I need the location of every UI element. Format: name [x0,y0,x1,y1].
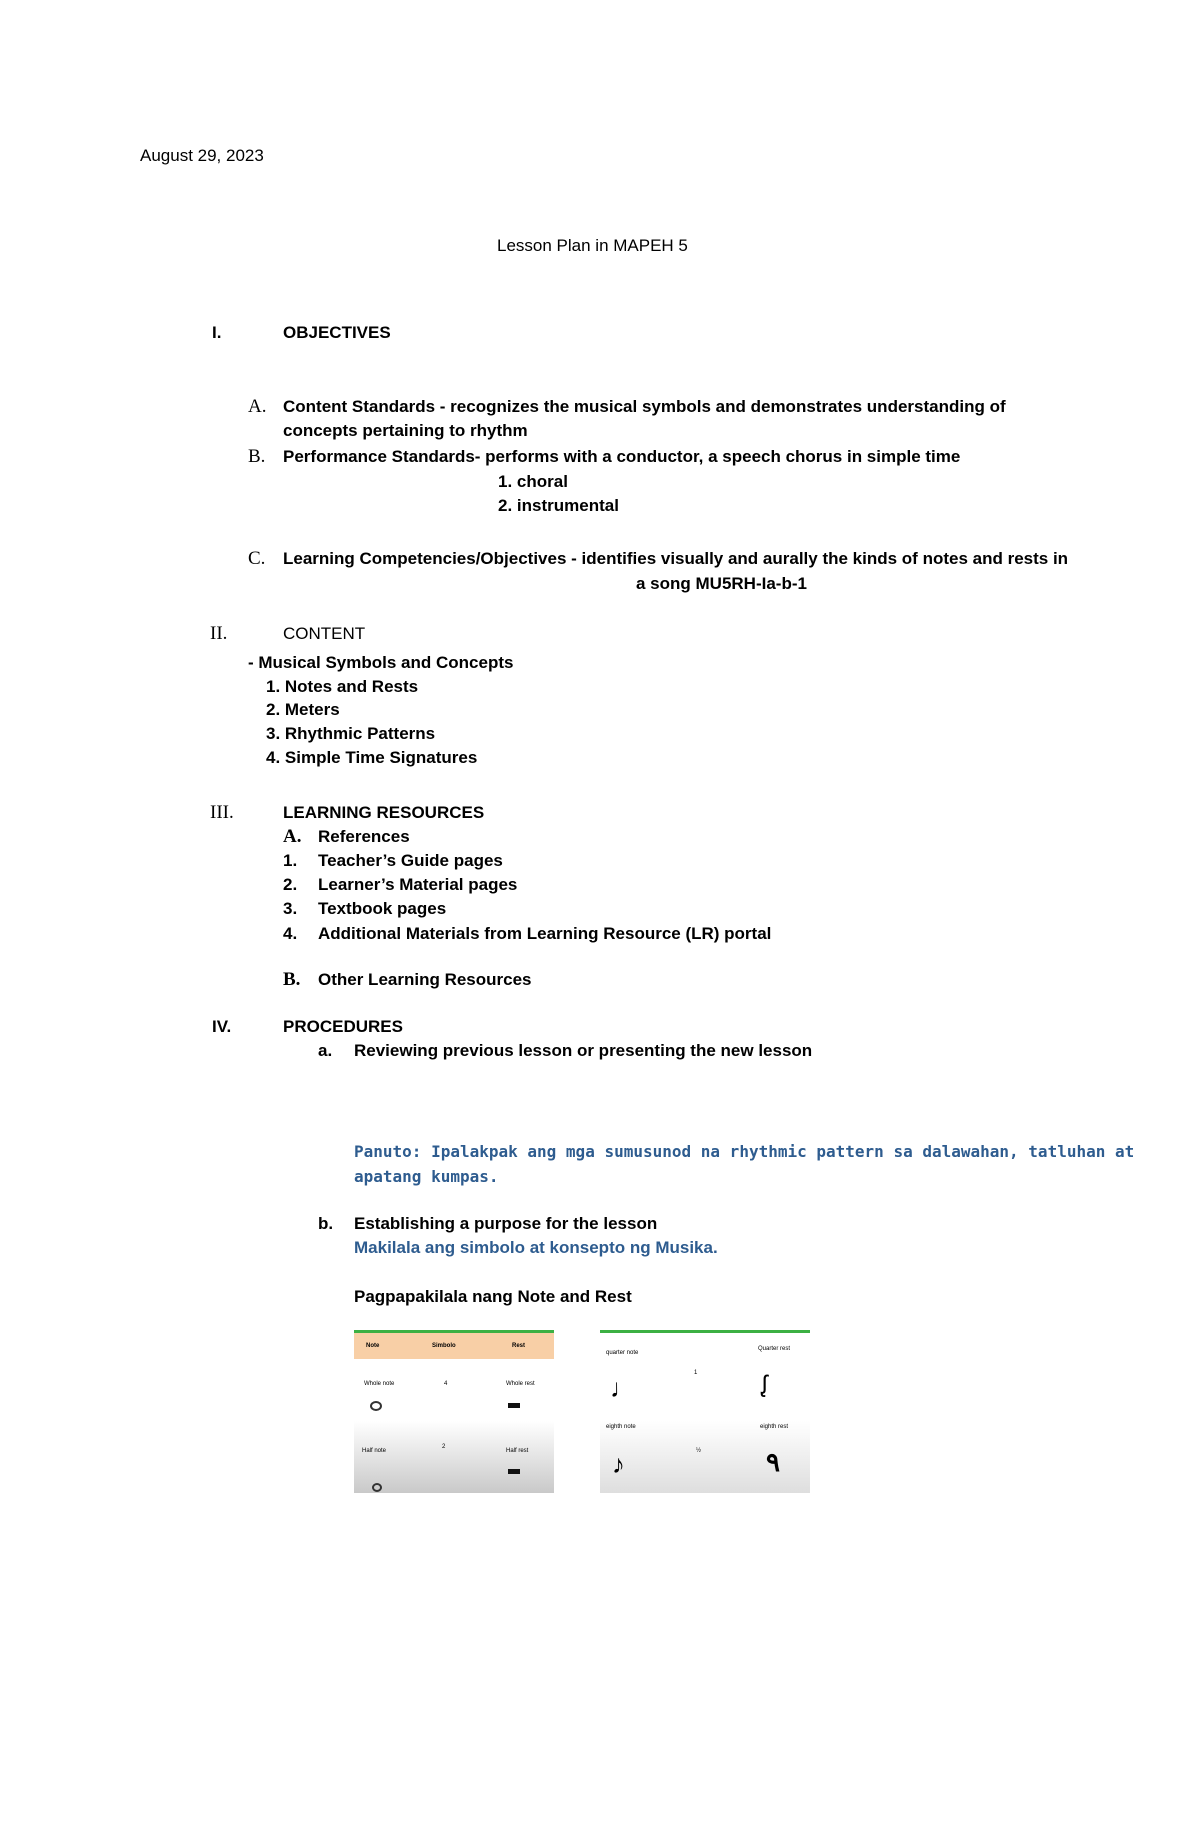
objective-letter-b: B. [248,446,266,467]
procedure-b-text: Establishing a purpose for the lesson [354,1214,658,1233]
section-numeral-content: II. [210,623,228,644]
section-numeral-objectives: I. [212,323,222,342]
other-resources-label: Other Learning Resources [318,970,532,989]
half-rest-icon [508,1469,520,1474]
resource-num: 1. [283,851,298,870]
quarter-note-label: quarter note [606,1350,639,1356]
resources-letter-a: A. [283,826,302,847]
content-item: 4. Simple Time Signatures [266,748,478,767]
eighth-rest-label: eighth rest [760,1424,789,1430]
section-numeral-procedures: IV. [212,1017,232,1036]
objective-letter-c: C. [248,548,266,569]
resource-num: 2. [283,875,298,894]
section-heading-content: CONTENT [283,624,366,643]
resource-num: 4. [283,924,298,943]
references-label: References [318,827,410,846]
procedure-letter-a: a. [318,1041,333,1060]
performance-standards: Performance Standards- performs with a conductor, a speech chorus in simple time [283,447,961,466]
resource-item: Learner’s Material pages [318,875,518,894]
purpose-text: Makilala ang simbolo at konsepto ng Musika. [354,1238,718,1257]
section-heading-objectives: OBJECTIVES [283,323,391,342]
table-header-note: Note [366,1343,380,1349]
resources-letter-b: B. [283,969,301,990]
panuto-line1: Panuto: Ipalakpak ang mga sumusunod na rhythmic pattern sa dalawahan, tatluhan at [354,1142,1135,1161]
content-intro: - Musical Symbols and Concepts [248,653,514,672]
content-item: 3. Rhythmic Patterns [266,724,436,743]
section-numeral-resources: III. [210,802,234,823]
resource-item: Teacher’s Guide pages [318,851,503,870]
eighth-note-beats: ½ [696,1448,702,1454]
content-item: 2. Meters [266,700,340,719]
whole-rest-label: Whole rest [506,1381,535,1387]
notes-rests-table-image [354,1330,554,1493]
half-rest-label: Half rest [506,1448,529,1454]
section-heading-procedures: PROCEDURES [283,1017,403,1036]
performance-sub-1: 1. choral [498,472,568,491]
whole-rest-icon [508,1403,520,1408]
quarter-eighth-image [600,1330,810,1493]
whole-note-icon [370,1401,382,1411]
eighth-rest-icon: ٩ [766,1447,780,1477]
quarter-rest-label: Quarter rest [758,1346,791,1352]
table-header-rest: Rest [512,1343,526,1349]
content-standards-line2: concepts pertaining to rhythm [283,421,528,440]
objective-letter-a: A. [248,396,267,417]
table-header-symbol: Simbolo [432,1343,456,1349]
procedure-letter-b: b. [318,1214,334,1233]
resource-item: Textbook pages [318,899,447,918]
half-note-label: Half note [362,1448,387,1454]
resource-num: 3. [283,899,298,918]
note-rest-title: Pagpapakilala nang Note and Rest [354,1287,632,1306]
eighth-note-icon: ♪ [612,1449,625,1479]
whole-note-beats: 4 [444,1381,448,1387]
quarter-rest-icon: ᶘ [762,1370,768,1398]
procedure-a-text: Reviewing previous lesson or presenting the new lesson [354,1041,813,1060]
panuto-line2: apatang kumpas. [354,1167,499,1186]
content-standards-line1: Content Standards - recognizes the musical symbols and demonstrates understanding of [283,397,1006,416]
performance-sub-2: 2. instrumental [498,496,619,515]
half-note-icon [372,1483,382,1492]
resource-item: Additional Materials from Learning Resource (LR) portal [318,924,772,943]
quarter-note-beats: 1 [694,1370,698,1376]
learning-competencies-line1: Learning Competencies/Objectives - identifies visually and aurally the kinds of notes and rests in [283,549,1069,568]
whole-note-label: Whole note [364,1381,395,1387]
document-date: August 29, 2023 [140,146,264,165]
quarter-note-icon: ♩ [610,1373,636,1403]
half-note-beats: 2 [442,1444,446,1450]
eighth-note-label: eighth note [606,1424,636,1430]
learning-competencies-line2: a song MU5RH-Ia-b-1 [636,574,807,593]
document-title: Lesson Plan in MAPEH 5 [497,236,688,255]
section-heading-resources: LEARNING RESOURCES [283,803,485,822]
content-item: 1. Notes and Rests [266,677,419,696]
